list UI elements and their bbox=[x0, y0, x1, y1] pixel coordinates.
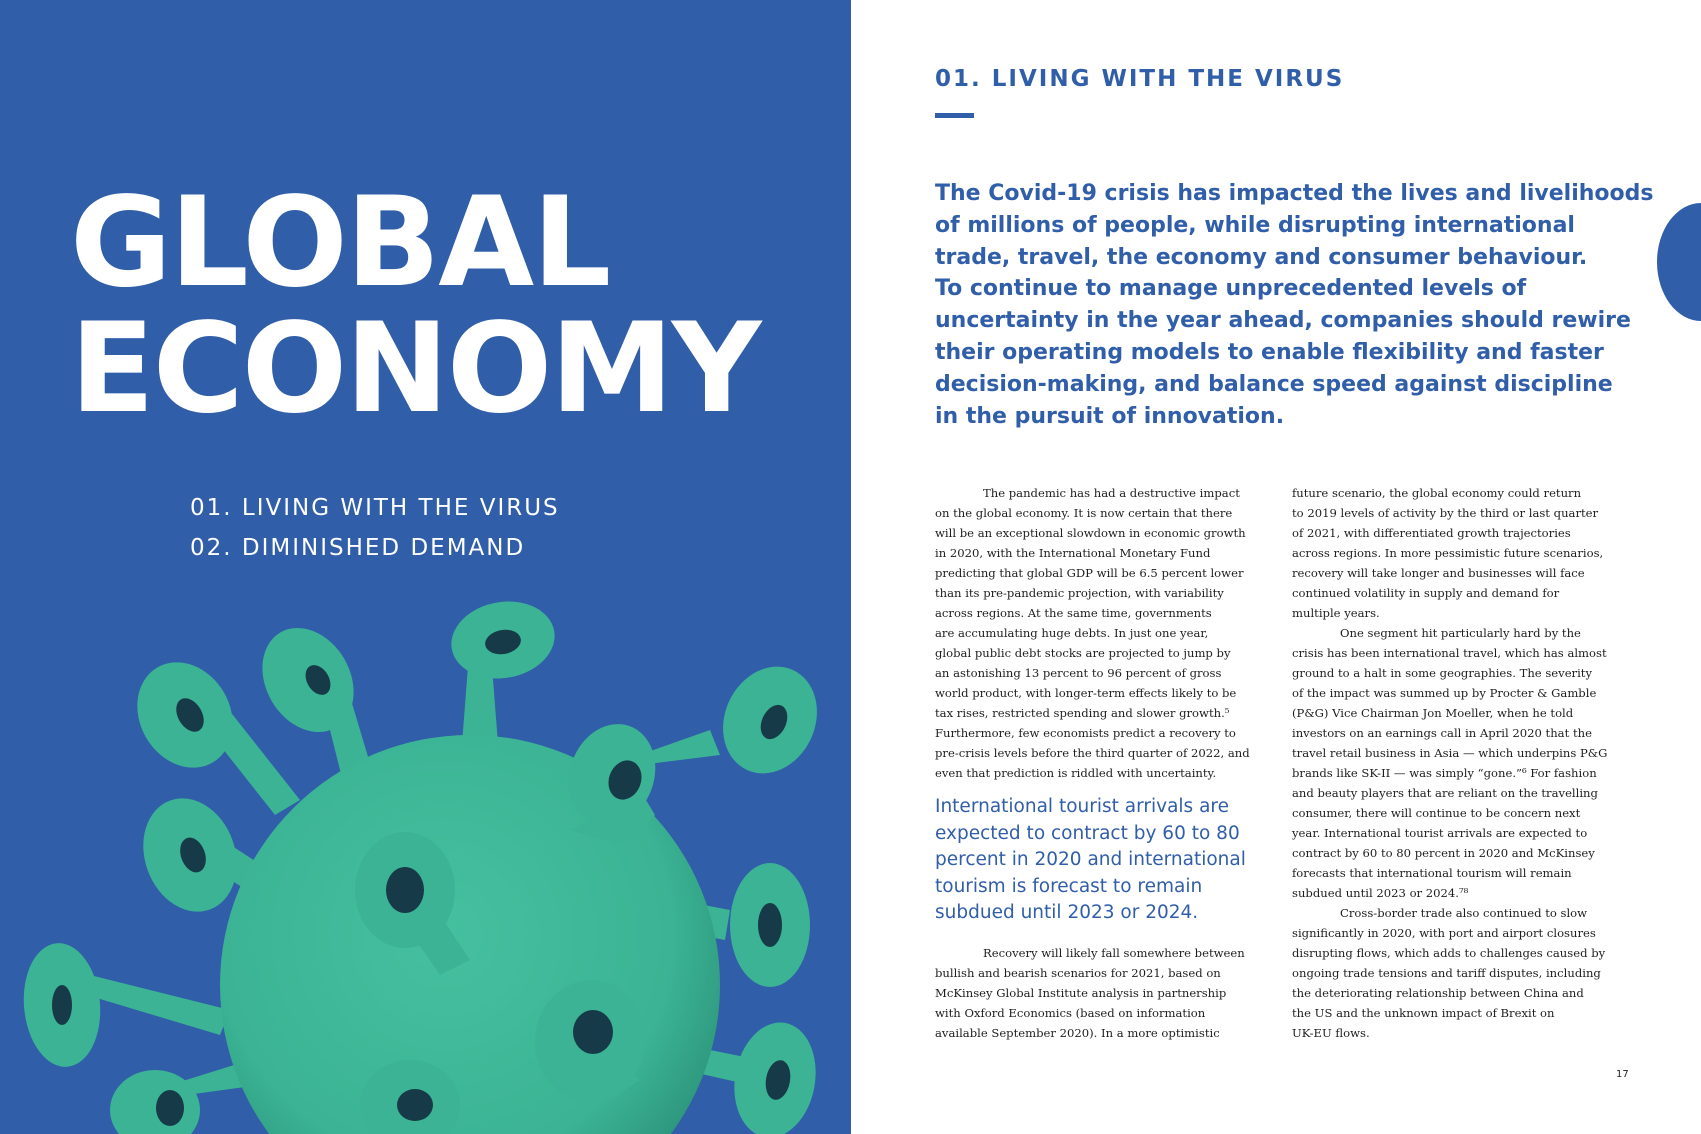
body-line: predicting that global GDP will be 6.5 percent lower bbox=[935, 566, 1244, 580]
body-line: pre-crisis levels before the third quarter of 2022, and bbox=[935, 746, 1250, 760]
page-number: 17 bbox=[1616, 1069, 1629, 1080]
cover-title bbox=[70, 171, 760, 441]
body-line: of 2021, with differentiated growth trajectories bbox=[1292, 526, 1571, 540]
body-line: recovery will take longer and businesses will face bbox=[1292, 566, 1585, 580]
body-line: UK-EU flows. bbox=[1292, 1026, 1370, 1040]
toc-item[interactable]: 02. DIMINISHED DEMAND bbox=[190, 535, 526, 561]
body-line: to 2019 levels of activity by the third or last quarter bbox=[1292, 506, 1599, 520]
body-column-2 bbox=[1292, 483, 1637, 1043]
heading-rule bbox=[935, 113, 974, 118]
lead-line: their operating models to enable flexibility and faster bbox=[935, 339, 1604, 365]
body-line: Cross-border trade also continued to slow bbox=[1340, 906, 1588, 920]
body-line: (P&G) Vice Chairman Jon Moeller, when he told bbox=[1292, 706, 1574, 720]
body-column-1-continued bbox=[935, 943, 1280, 1043]
pull-quote-line: percent in 2020 and international bbox=[935, 849, 1246, 871]
section-heading: 01. LIVING WITH THE VIRUS bbox=[935, 66, 1345, 92]
pull-quote-line: tourism is forecast to remain bbox=[935, 875, 1203, 897]
lead-line: trade, travel, the economy and consumer behaviour. bbox=[935, 244, 1588, 270]
body-line: in 2020, with the International Monetary Fund bbox=[935, 546, 1211, 560]
body-line: ongoing trade tensions and tariff disputes, including bbox=[1292, 966, 1601, 980]
body-line: contract by 60 to 80 percent in 2020 and McKinsey bbox=[1292, 846, 1595, 860]
pull-quote-line: expected to contract by 60 to 80 bbox=[935, 822, 1240, 844]
body-line: The pandemic has had a destructive impact bbox=[983, 486, 1240, 500]
body-line: available September 2020). In a more optimistic bbox=[935, 1026, 1220, 1040]
body-line: multiple years. bbox=[1292, 606, 1380, 620]
body-line: on the global economy. It is now certain that there bbox=[935, 506, 1233, 520]
body-column-1 bbox=[935, 483, 1280, 783]
body-line: the US and the unknown impact of Brexit on bbox=[1292, 1006, 1555, 1020]
body-line: of the impact was summed up by Procter & Gamble bbox=[1292, 686, 1597, 700]
body-line: investors on an earnings call in April 2020 that the bbox=[1292, 726, 1592, 740]
toc-item[interactable]: 01. LIVING WITH THE VIRUS bbox=[190, 495, 560, 521]
body-line: travel retail business in Asia — which underpins P&G bbox=[1292, 746, 1608, 760]
body-line: global public debt stocks are projected to jump by bbox=[935, 646, 1231, 660]
body-line: the deteriorating relationship between China and bbox=[1292, 986, 1584, 1000]
body-line: than its pre-pandemic projection, with variability bbox=[935, 586, 1224, 600]
body-line: bullish and bearish scenarios for 2021, based on bbox=[935, 966, 1221, 980]
body-line: disrupting flows, which adds to challenges caused by bbox=[1292, 946, 1606, 960]
lead-line: uncertainty in the year ahead, companies should rewire bbox=[935, 308, 1631, 334]
pull-quote-line: subdued until 2023 or 2024. bbox=[935, 902, 1199, 924]
body-line: future scenario, the global economy could return bbox=[1292, 486, 1582, 500]
body-line: brands like SK-II — was simply “gone.”⁶ For fashion bbox=[1292, 766, 1597, 780]
body-line: subdued until 2023 or 2024.⁷⁸ bbox=[1292, 886, 1469, 900]
body-line: across regions. In more pessimistic future scenarios, bbox=[1292, 546, 1604, 560]
pull-quote-line: International tourist arrivals are bbox=[935, 796, 1229, 817]
body-line: significantly in 2020, with port and airport closures bbox=[1292, 926, 1596, 940]
lead-line: decision-making, and balance speed against discipline bbox=[935, 371, 1613, 397]
body-line: forecasts that international tourism will remain bbox=[1292, 866, 1572, 880]
body-line: will be an exceptional slowdown in economic growth bbox=[935, 526, 1246, 540]
body-line: year. International tourist arrivals are expected to bbox=[1292, 826, 1588, 840]
body-line: tax rises, restricted spending and slower growth.⁵ bbox=[935, 706, 1230, 720]
body-line: crisis has been international travel, which has almost bbox=[1292, 646, 1607, 660]
pull-quote bbox=[935, 794, 1265, 927]
body-line: continued volatility in supply and demand for bbox=[1292, 586, 1560, 600]
body-line: with Oxford Economics (based on information bbox=[935, 1006, 1206, 1020]
decorative-half-circle bbox=[1657, 203, 1701, 321]
lead-line: of millions of people, while disrupting international bbox=[935, 212, 1575, 238]
body-line: an astonishing 13 percent to 96 percent of gross bbox=[935, 666, 1222, 680]
body-line: even that prediction is riddled with uncertainty. bbox=[935, 766, 1217, 780]
body-line: across regions. At the same time, governments bbox=[935, 606, 1212, 620]
body-line: ground to a halt in some geographies. The severity bbox=[1292, 666, 1593, 680]
body-line: and beauty players that are reliant on the travelling bbox=[1292, 786, 1598, 800]
body-line: Furthermore, few economists predict a recovery to bbox=[935, 726, 1236, 740]
lead-paragraph bbox=[935, 178, 1655, 432]
cover-title-line: GLOBAL bbox=[70, 171, 610, 315]
table-of-contents bbox=[190, 488, 560, 568]
lead-line: To continue to manage unprecedented levels of bbox=[935, 276, 1527, 302]
body-line: One segment hit particularly hard by the bbox=[1340, 626, 1581, 640]
body-line: world product, with longer-term effects likely to be bbox=[935, 686, 1237, 700]
body-line: McKinsey Global Institute analysis in partnership bbox=[935, 986, 1227, 1000]
cover-title-line: ECONOMY bbox=[70, 297, 760, 441]
body-line: Recovery will likely fall somewhere between bbox=[983, 946, 1245, 960]
body-line: consumer, there will continue to be concern next bbox=[1292, 806, 1581, 820]
lead-line: The Covid-19 crisis has impacted the lives and livelihoods bbox=[935, 181, 1654, 206]
body-line: are accumulating huge debts. In just one year, bbox=[935, 626, 1209, 640]
lead-line: in the pursuit of innovation. bbox=[935, 403, 1285, 429]
